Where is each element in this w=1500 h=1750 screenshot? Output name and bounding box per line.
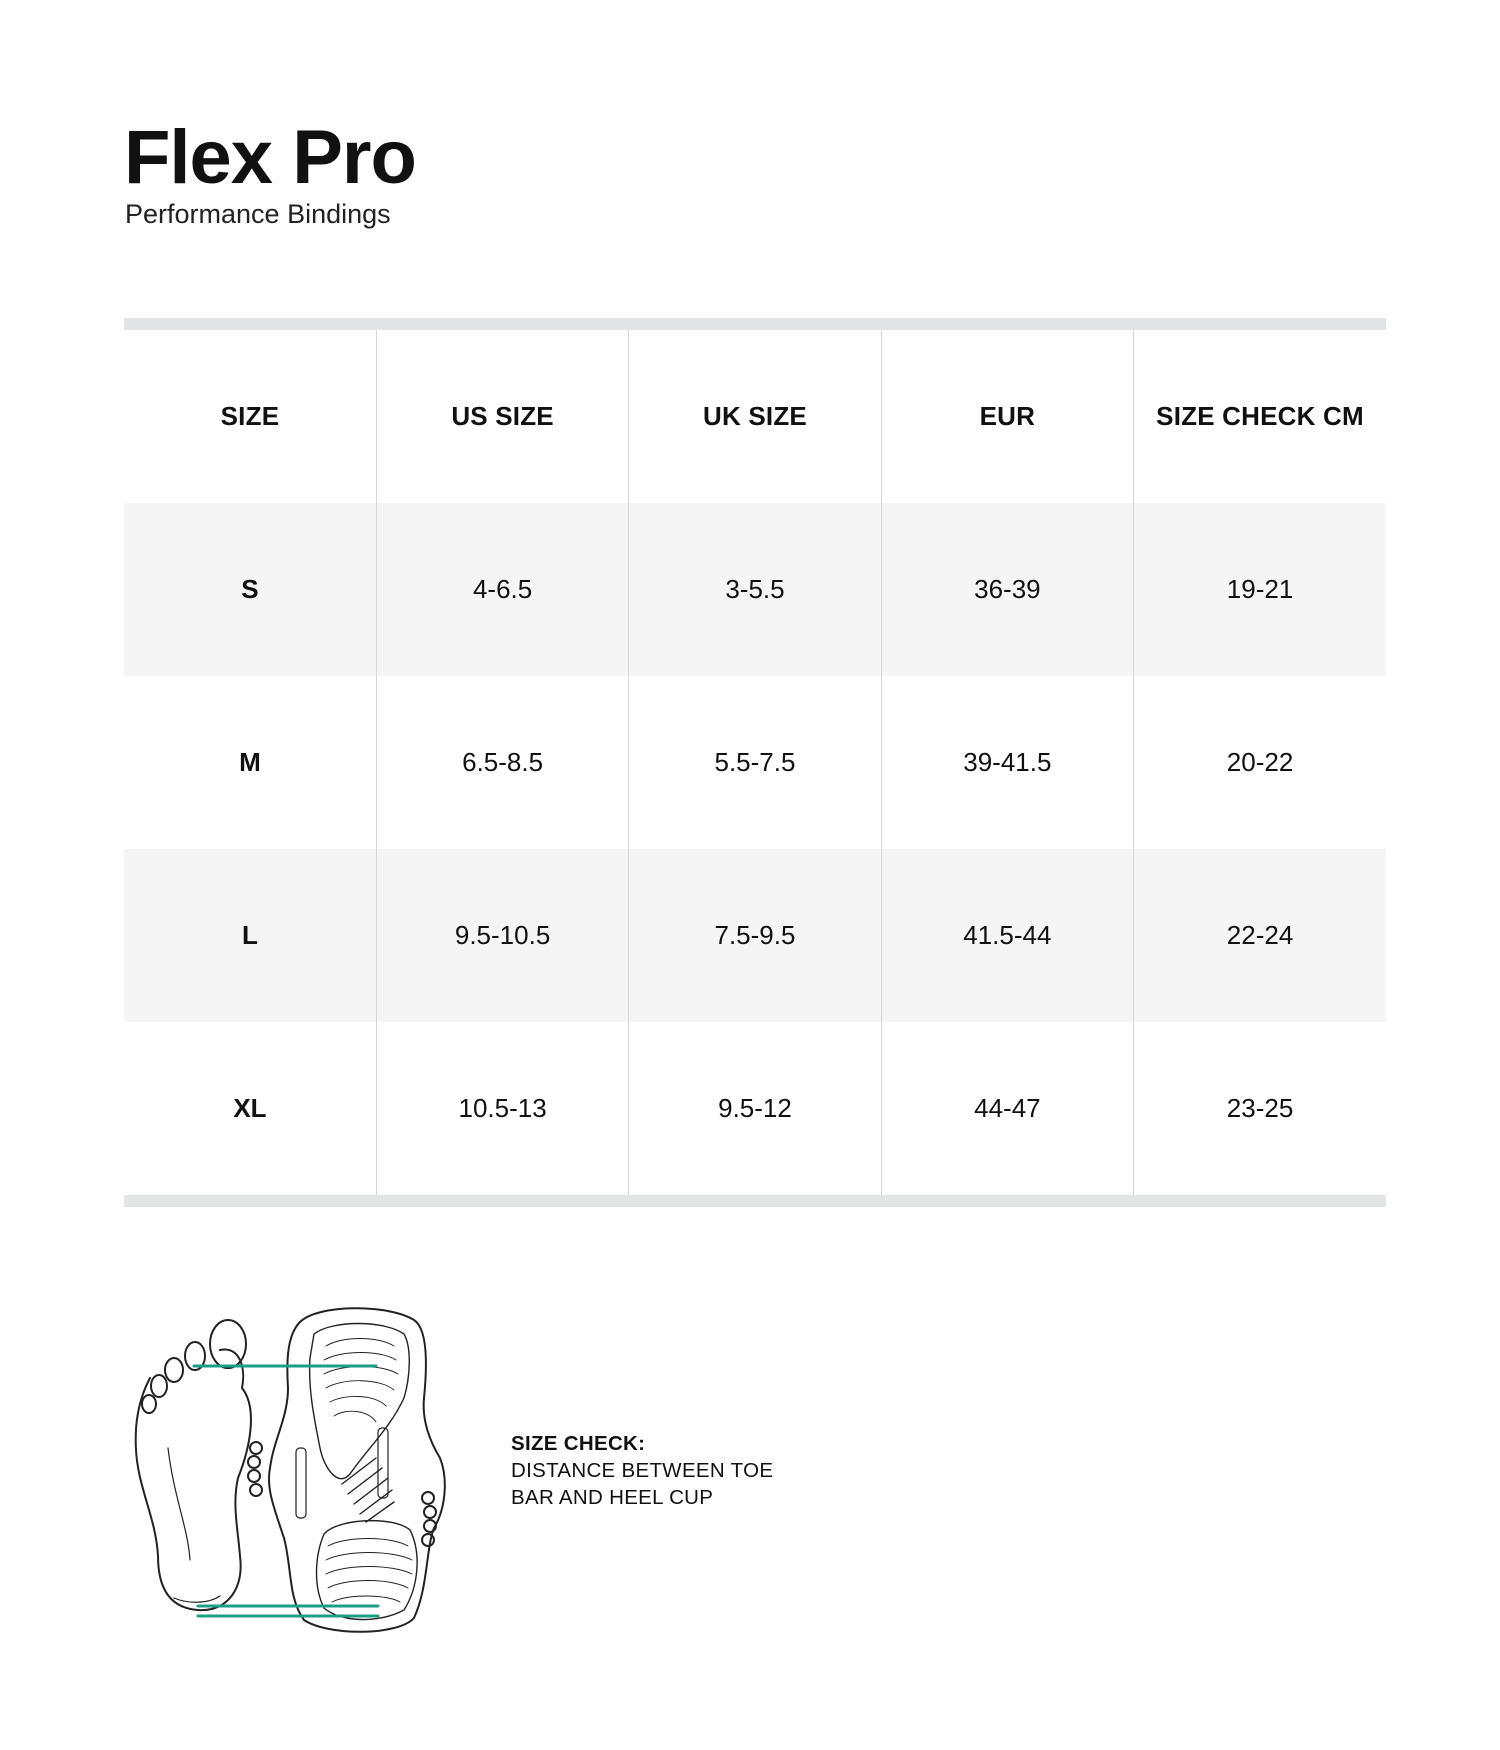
size-check-cell: 22-24 [1134, 849, 1386, 1022]
foot-and-binding-diagram-icon [128, 1298, 468, 1638]
size-cell: S [124, 503, 376, 676]
table-row [124, 1022, 1386, 1195]
page-title: Flex Pro [124, 115, 416, 200]
page-subtitle: Performance Bindings [125, 199, 391, 229]
us-size-cell: 6.5-8.5 [376, 676, 628, 849]
size-cell: M [239, 747, 261, 777]
eur-size-cell: 36-39 [881, 503, 1133, 676]
size-check-cell: 19-21 [1134, 503, 1386, 676]
table-header-row [124, 330, 1386, 503]
size-check-cell: 23-25 [1134, 1022, 1386, 1195]
column-header-us-size: US SIZE [376, 330, 628, 503]
us-size-cell: 9.5-10.5 [376, 849, 628, 1022]
column-header-eur: EUR [881, 330, 1133, 503]
us-size-cell: 4-6.5 [376, 503, 628, 676]
size-chart [124, 318, 1386, 1207]
table-row [124, 503, 1386, 676]
table-top-rule [124, 318, 1386, 330]
eur-size-cell: 39-41.5 [881, 676, 1133, 849]
uk-size-cell: 3-5.5 [629, 503, 881, 676]
size-table [124, 330, 1386, 1195]
us-size-cell: 10.5-13 [376, 1022, 628, 1195]
eur-size-cell: 44-47 [881, 1022, 1133, 1195]
table-bottom-rule [124, 1195, 1386, 1207]
uk-size-cell: 5.5-7.5 [629, 676, 881, 849]
eur-size-cell: 41.5-44 [881, 849, 1133, 1022]
binding-icon [248, 1308, 445, 1632]
uk-size-cell: 9.5-12 [629, 1022, 881, 1195]
size-check-text: DISTANCE BETWEEN TOE BAR AND HEEL CUP [511, 1459, 774, 1509]
table-row [124, 676, 1386, 849]
column-header-size: SIZE [220, 401, 280, 431]
uk-size-cell: 7.5-9.5 [629, 849, 881, 1022]
size-cell: L [124, 849, 376, 1022]
table-row [124, 849, 1386, 1022]
column-header-size-check-cm: SIZE CHECK CM [1134, 330, 1386, 503]
size-check-cell: 20-22 [1134, 676, 1386, 849]
foot-sole-icon [136, 1320, 251, 1610]
size-cell: XL [233, 1093, 267, 1123]
column-header-uk-size: UK SIZE [629, 330, 881, 503]
size-check-heading: SIZE CHECK: [511, 1432, 646, 1455]
size-check-note [511, 1430, 801, 1511]
